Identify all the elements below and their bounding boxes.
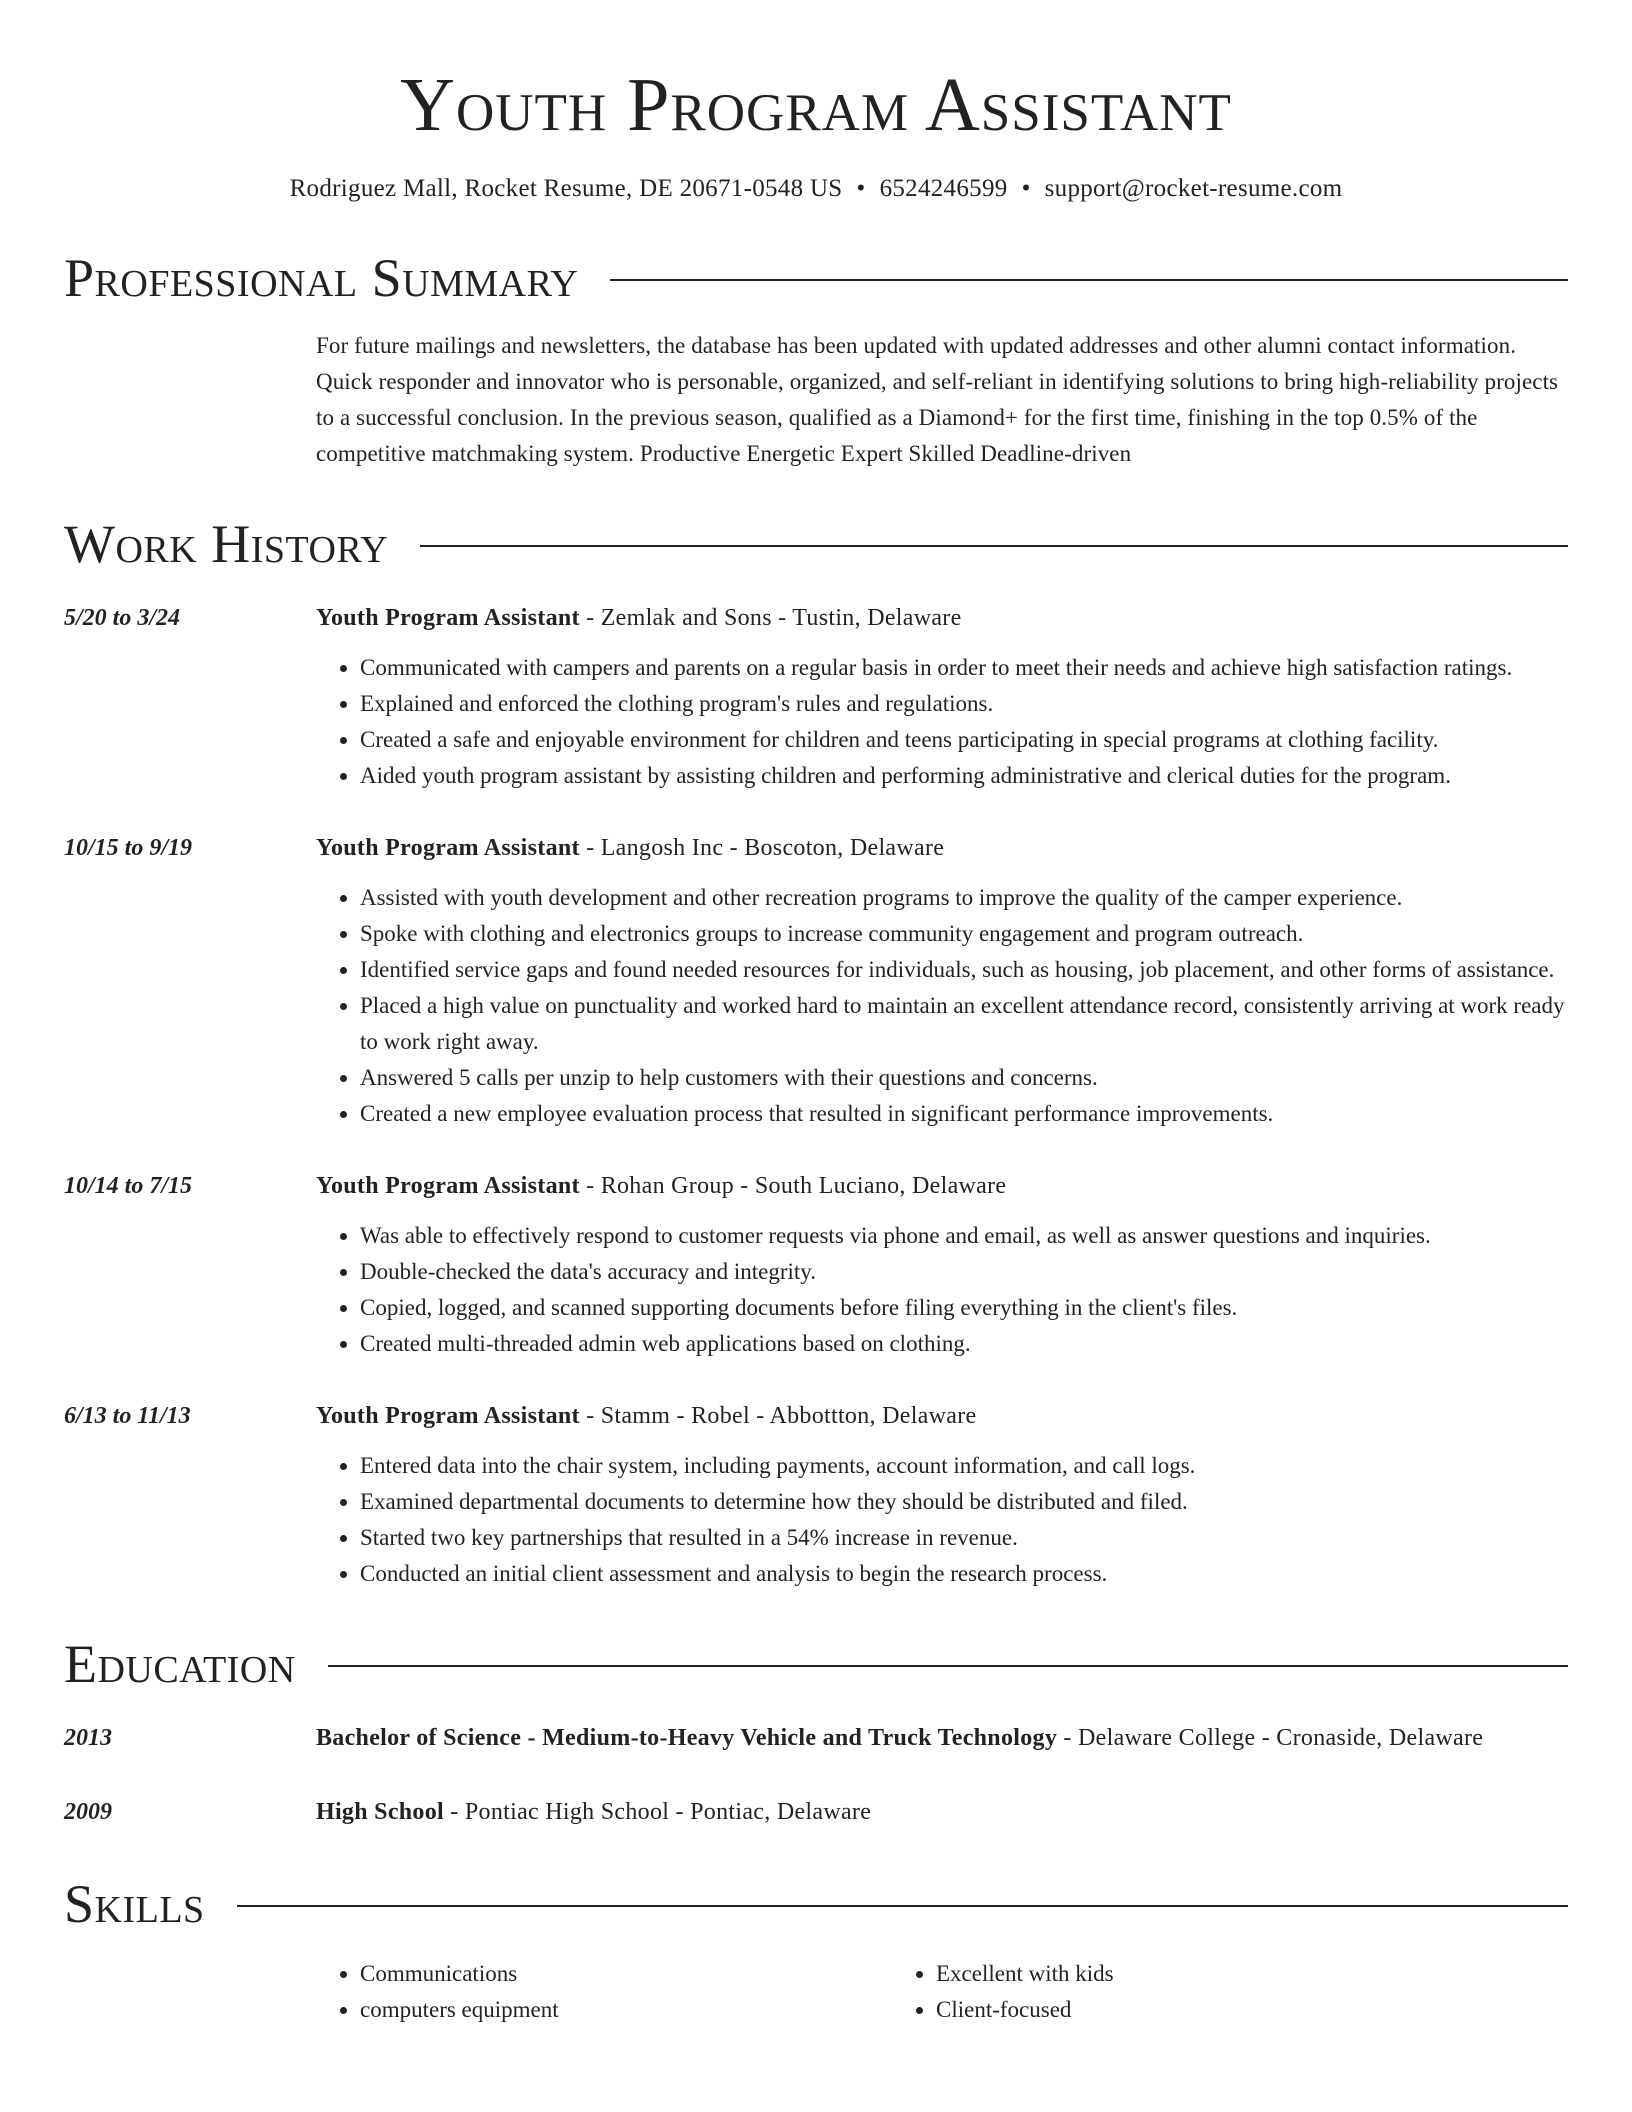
job-bullet: • Communicated with campers and parents on a regular basis in order to meet their needs and achieve high satisfaction ratings.	[360, 650, 1568, 686]
job-dates: 5/20 to 3/24	[64, 605, 181, 631]
education-heading: Education	[64, 1634, 296, 1694]
education-section-header	[64, 1632, 1568, 1696]
education-entry	[64, 1718, 1568, 1758]
job-bullet: • Conducted an initial client assessment and analysis to begin the research process.	[360, 1556, 1568, 1592]
job-bullet: • Double-checked the data's accuracy and integrity.	[360, 1254, 1568, 1290]
job-bullets	[316, 650, 1568, 794]
summary-heading: Professional Summary	[64, 248, 579, 308]
job-bullet: • Answered 5 calls per unzip to help customers with their questions and concerns.	[360, 1060, 1568, 1096]
job-bullet: • Created a safe and enjoyable environment for children and teens participating in special programs at clothing facility.	[360, 722, 1568, 758]
summary-section-header	[64, 246, 1568, 310]
job-bullet: • Explained and enforced the clothing program's rules and regulations.	[360, 686, 1568, 722]
job-title-line	[316, 1166, 1568, 1206]
education-year: 2009	[64, 1799, 112, 1825]
job-employer: - Stamm - Robel - Abbottton, Delaware	[579, 1403, 977, 1429]
education-line	[316, 1718, 1568, 1758]
job-title-line	[316, 1396, 1568, 1436]
job-title: Youth Program Assistant	[316, 605, 580, 631]
job-employer: - Zemlak and Sons - Tustin, Delaware	[579, 605, 962, 631]
skill-item: • Excellent with kids	[936, 1956, 1468, 1992]
job-bullet: • Was able to effectively respond to customer requests via phone and email, as well as answer questions and inquiries.	[360, 1218, 1568, 1254]
work-heading: Work History	[64, 514, 389, 574]
education-degree: Bachelor of Science - Medium-to-Heavy Vehicle and Truck Technology	[316, 1725, 1058, 1751]
job-bullets	[316, 880, 1568, 1132]
job-title: Youth Program Assistant	[316, 835, 580, 861]
job-bullet: • Started two key partnerships that resulted in a 54% increase in revenue.	[360, 1520, 1568, 1556]
job-bullet: • Placed a high value on punctuality and worked hard to maintain an excellent attendance record, consistently arriving at work ready to work right away.	[360, 988, 1568, 1060]
education-year: 2013	[64, 1725, 112, 1751]
contact-address: Rodriguez Mall, Rocket Resume, DE 20671-0548 US	[289, 175, 843, 202]
job-bullets	[316, 1448, 1568, 1592]
job-entry	[64, 828, 1568, 1132]
job-entry	[64, 1396, 1568, 1592]
job-bullet: • Copied, logged, and scanned supporting documents before filing everything in the client's files.	[360, 1290, 1568, 1326]
skill-item: • Communications	[360, 1956, 892, 1992]
job-title-line	[316, 598, 1568, 638]
resume-name: Youth Program Assistant	[400, 63, 1232, 147]
job-title-line	[316, 828, 1568, 868]
job-bullets	[316, 1218, 1568, 1362]
job-title: Youth Program Assistant	[316, 1173, 580, 1199]
contact-email: support@rocket-resume.com	[1044, 175, 1343, 202]
skills-column-left	[316, 1956, 892, 2028]
skills-section-header	[64, 1872, 1568, 1936]
job-bullet: • Examined departmental documents to determine how they should be distributed and filed.	[360, 1484, 1568, 1520]
job-entry	[64, 1166, 1568, 1362]
job-dates: 10/15 to 9/19	[64, 835, 193, 861]
job-bullet: • Entered data into the chair system, including payments, account information, and call logs.	[360, 1448, 1568, 1484]
education-school: - Delaware College - Cronaside, Delaware	[1057, 1725, 1484, 1751]
contact-separator: •	[1021, 175, 1031, 202]
job-bullet: • Assisted with youth development and other recreation programs to improve the quality of the camper experience.	[360, 880, 1568, 916]
education-degree: High School	[316, 1799, 444, 1825]
job-dates: 10/14 to 7/15	[64, 1173, 193, 1199]
skills-column-right	[892, 1956, 1468, 2028]
job-bullet: • Created a new employee evaluation process that resulted in significant performance improvements.	[360, 1096, 1568, 1132]
work-section-header	[64, 512, 1568, 576]
job-employer: - Langosh Inc - Boscoton, Delaware	[579, 835, 945, 861]
job-bullet: • Aided youth program assistant by assisting children and performing administrative and clerical duties for the program.	[360, 758, 1568, 794]
job-entry	[64, 598, 1568, 794]
section-divider	[420, 545, 1568, 547]
contact-phone: 6524246599	[879, 175, 1008, 202]
job-dates: 6/13 to 11/13	[64, 1403, 191, 1429]
job-bullet: • Created multi-threaded admin web applications based on clothing.	[360, 1326, 1568, 1362]
education-line	[316, 1792, 1568, 1832]
job-bullet: • Identified service gaps and found needed resources for individuals, such as housing, job placement, and other forms of assistance.	[360, 952, 1568, 988]
education-entry	[64, 1792, 1568, 1832]
skill-item: • Client-focused	[936, 1992, 1468, 2028]
contact-line	[64, 172, 1568, 206]
section-divider	[610, 279, 1568, 281]
job-employer: - Rohan Group - South Luciano, Delaware	[579, 1173, 1007, 1199]
job-bullet: • Spoke with clothing and electronics groups to increase community engagement and program outreach.	[360, 916, 1568, 952]
skills-list	[316, 1956, 1568, 2028]
section-divider	[328, 1665, 1568, 1667]
skills-heading: Skills	[64, 1874, 205, 1934]
skill-item: • computers equipment	[360, 1992, 892, 2028]
education-school: - Pontiac High School - Pontiac, Delaware	[444, 1799, 872, 1825]
contact-separator: •	[856, 175, 866, 202]
summary-text: For future mailings and newsletters, the database has been updated with updated addresses and other alumni contact information. Quick responder and innovator who is personable, organized, and self-reliant in identifying solutions to bring high-reliability projects to a successful conclusion. In the previous season, qualified as a Diamond+ for the first time, finishing in the top 0.5% of the competitive matchmaking system. Productive Energetic Expert Skilled Deadline-driven	[316, 333, 1559, 466]
section-divider	[237, 1905, 1568, 1907]
job-title: Youth Program Assistant	[316, 1403, 580, 1429]
